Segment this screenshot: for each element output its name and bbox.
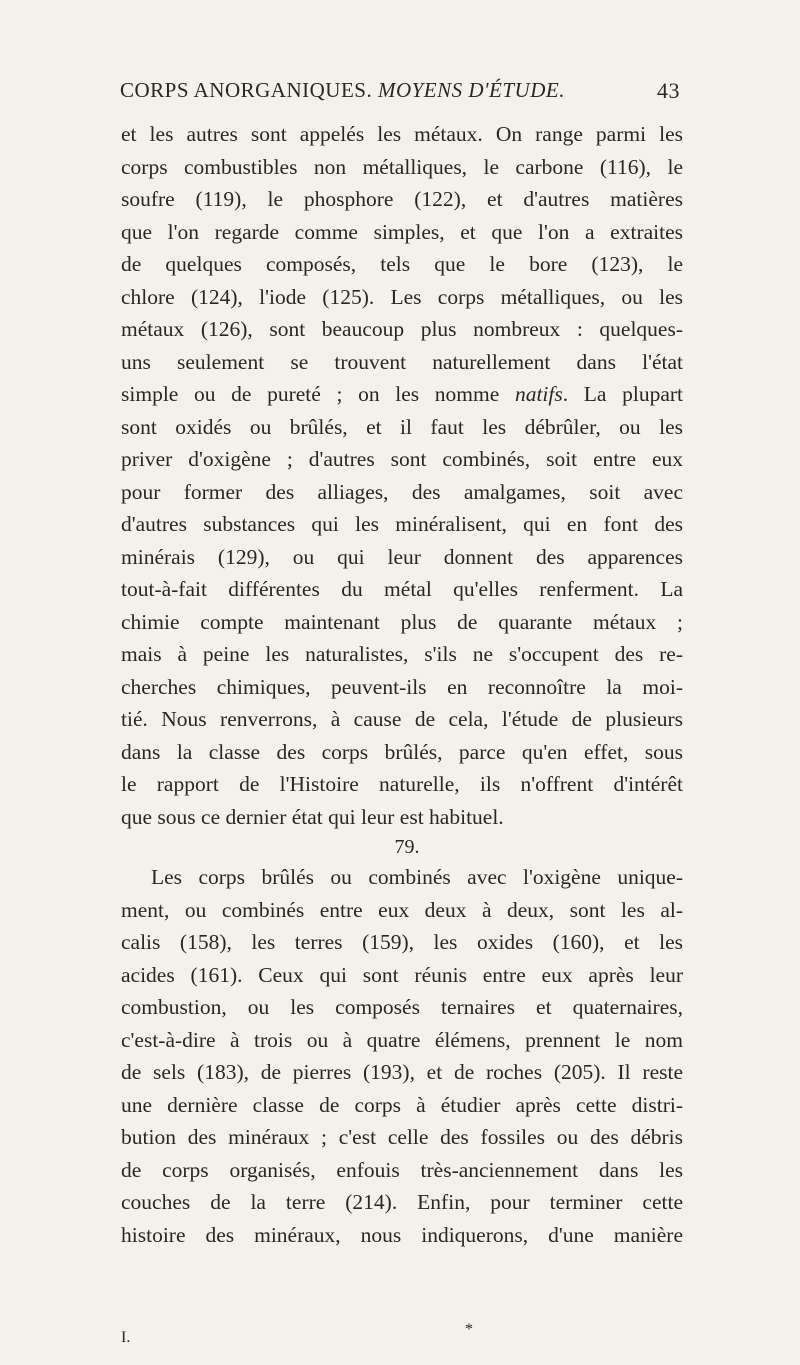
text-line: chimie compte maintenant plus de quarante métaux ; (121, 609, 683, 634)
running-head (120, 78, 680, 108)
text-line: que sous ce dernier état qui leur est habituel. (121, 804, 504, 829)
text-line: d'autres substances qui les minéralisent, qui en font des (121, 512, 683, 536)
text-line: cherches chimiques, peuvent-ils en reconnoître la moi- (121, 674, 683, 699)
paragraph-2 (121, 861, 683, 1251)
text-line: couches de la terre (214). Enfin, pour terminer cette (121, 1190, 683, 1214)
text-line: chlore (124), l'iode (125). Les corps métalliques, ou les (121, 284, 683, 309)
running-title-italic: MOYENS D'ÉTUDE. (377, 78, 565, 102)
text-line: histoire des minéraux, nous indiquerons, d'une manière (121, 1222, 683, 1247)
text-segment: . La plupart (562, 382, 683, 406)
text-line: de quelques composés, tels que le bore (123), le (121, 252, 683, 276)
text-line: bution des minéraux ; c'est celle des fossiles ou des débris (121, 1125, 683, 1149)
text-line: minérais (129), ou qui leur donnent des apparences (121, 544, 683, 569)
text-line: tout-à-fait différentes du métal qu'elles renferment. La (121, 577, 683, 601)
text-line: uns seulement se trouvent naturellement dans l'état (121, 349, 683, 374)
text-line: pour former des alliages, des amalgames, soit avec (121, 479, 683, 504)
signature-mark: I. (121, 1329, 131, 1346)
text-line: calis (158), les terres (159), les oxides (160), et les (121, 930, 683, 954)
text-line: métaux (126), sont beaucoup plus nombreux : quelques- (121, 317, 683, 341)
text-line: sont oxidés ou brûlés, et il faut les débrûler, ou les (121, 414, 683, 439)
running-title-main: CORPS ANORGANIQUES. (120, 78, 373, 102)
text-line: mais à peine les naturalistes, s'ils ne s'occupent des re- (121, 642, 683, 666)
text-line: ment, ou combinés entre eux deux à deux, sont les al- (121, 897, 683, 922)
text-line: une dernière classe de corps à étudier après cette distri- (121, 1092, 683, 1117)
page-footer (121, 1321, 683, 1349)
page-number: 43 (657, 78, 680, 103)
text-line: acides (161). Ceux qui sont réunis entre eux après leur (121, 962, 683, 987)
text-line: le rapport de l'Histoire naturelle, ils n'offrent d'intérêt (121, 772, 683, 796)
section-number: 79. (394, 836, 420, 858)
text-line (121, 378, 683, 411)
text-line: de sels (183), de pierres (193), et de roches (205). Il reste (121, 1060, 683, 1084)
text-line: dans la classe des corps brûlés, parce qu'en effet, sous (121, 739, 683, 764)
paragraph-1 (121, 118, 683, 833)
text-line: que l'on regarde comme simples, et que l'on a extraites (121, 219, 683, 244)
text-line: soufre (119), le phosphore (122), et d'autres matières (121, 187, 683, 211)
text-segment: simple ou de pureté ; on les nomme (121, 382, 515, 406)
text-line: c'est-à-dire à trois ou à quatre élémens, prennent le nom (121, 1027, 683, 1052)
asterisk-mark: * (465, 1321, 473, 1338)
text-line: corps combustibles non métalliques, le carbone (116), le (121, 154, 683, 179)
text-line: et les autres sont appelés les métaux. On range parmi les (121, 122, 683, 146)
running-title (120, 78, 565, 103)
text-line: Les corps brûlés ou combinés avec l'oxigène unique- (151, 865, 683, 889)
text-line: tié. Nous renverrons, à cause de cela, l'étude de plusieurs (121, 707, 683, 731)
text-line: combustion, ou les composés ternaires et quaternaires, (121, 995, 683, 1019)
italic-term: natifs (514, 382, 563, 406)
body-text (121, 118, 683, 1251)
text-line: de corps organisés, enfouis très-anciennement dans les (121, 1157, 683, 1182)
text-line: priver d'oxigène ; d'autres sont combinés, soit entre eux (121, 447, 683, 471)
